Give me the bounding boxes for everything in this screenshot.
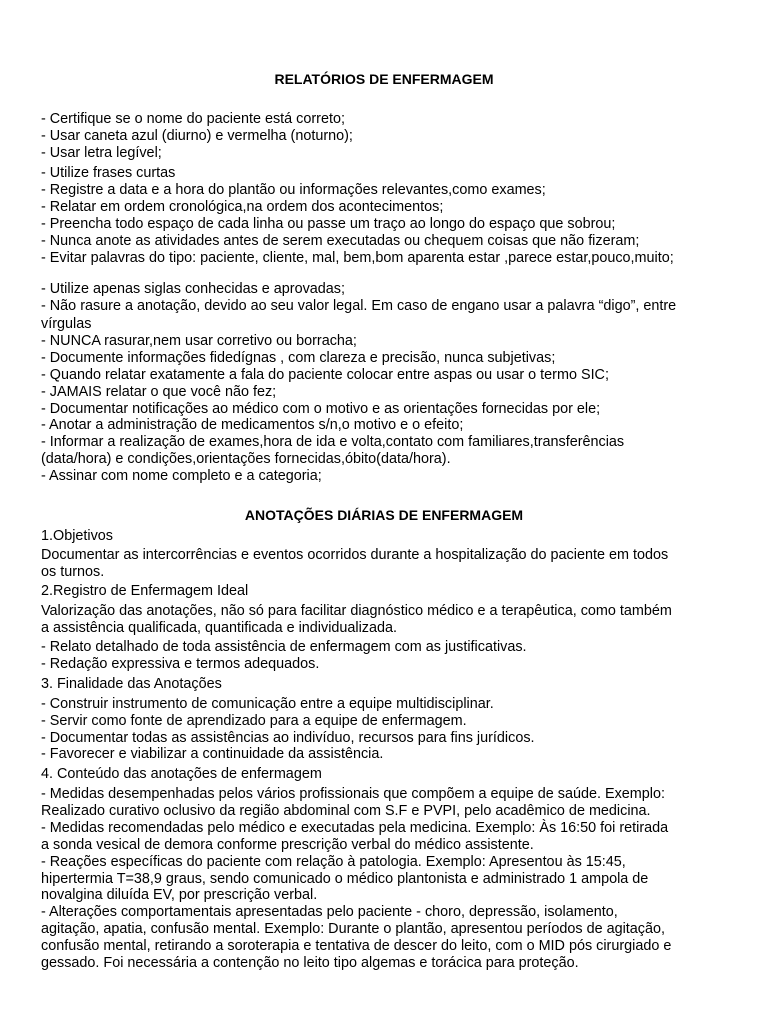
subheading-registro: 2.Registro de Enfermagem Ideal <box>41 583 249 599</box>
text-line: - Relatar em ordem cronológica,na ordem dos acontecimentos; <box>41 199 444 215</box>
subheading-finalidade: 3. Finalidade das Anotações <box>41 676 222 692</box>
text-line: Valorização das anotações, não só para facilitar diagnóstico médico e a terapêutica, como também <box>41 603 672 619</box>
text-line: - Nunca anote as atividades antes de serem executadas ou chequem coisas que não fizeram; <box>41 233 640 249</box>
text-line: - Usar caneta azul (diurno) e vermelha (noturno); <box>41 128 353 144</box>
text-line: - Medidas desempenhadas pelos vários profissionais que compõem a equipe de saúde. Exemplo: <box>41 786 665 802</box>
text-line: - Evitar palavras do tipo: paciente, cliente, mal, bem,bom aparenta estar ,parece estar,pouco,muito; <box>41 250 674 266</box>
text-line: novalgina diluída EV, por prescrição verbal. <box>41 887 318 903</box>
section-title-relatorios: RELATÓRIOS DE ENFERMAGEM <box>274 71 494 87</box>
text-line: confusão mental, retirando a soroterapia e tentativa de descer do leito, com o MID pós cirurgiado e <box>41 938 672 954</box>
text-line: os turnos. <box>41 564 105 580</box>
text-line: a sonda vesical de demora conforme prescrição verbal do médico assistente. <box>41 837 534 853</box>
text-line: Documentar as intercorrências e eventos ocorridos durante a hospitalização do paciente em todos <box>41 547 669 563</box>
text-line: - Utilize apenas siglas conhecidas e aprovadas; <box>41 281 345 297</box>
section-title-anotacoes: ANOTAÇÕES DIÁRIAS DE ENFERMAGEM <box>244 507 524 523</box>
text-line: - Anotar a administração de medicamentos s/n,o motivo e o efeito; <box>41 417 464 433</box>
text-line: - Redação expressiva e termos adequados. <box>41 656 320 672</box>
text-line: Realizado curativo oclusivo da região abdominal com S.F e PVPI, pelo acadêmico de medicina. <box>41 803 651 819</box>
subheading-conteudo: 4. Conteúdo das anotações de enfermagem <box>41 766 322 782</box>
subheading-objetivos: 1.Objetivos <box>41 528 113 544</box>
text-line: - Reações específicas do paciente com relação à patologia. Exemplo: Apresentou às 15:45, <box>41 854 626 870</box>
text-line: - Quando relatar exatamente a fala do paciente colocar entre aspas ou usar o termo SIC; <box>41 367 609 383</box>
text-line: - Relato detalhado de toda assistência de enfermagem com as justificativas. <box>41 639 527 655</box>
text-line: - Preencha todo espaço de cada linha ou passe um traço ao longo do espaço que sobrou; <box>41 216 616 232</box>
text-line: a assistência qualificada, quantificada e individualizada. <box>41 620 397 636</box>
text-line: - Alterações comportamentais apresentadas pelo paciente - choro, depressão, isolamento, <box>41 904 618 920</box>
text-line: - Assinar com nome completo e a categoria; <box>41 468 322 484</box>
text-line: (data/hora) e condições,orientações fornecidas,óbito(data/hora). <box>41 451 451 467</box>
text-line: agitação, apatia, confusão mental. Exemplo: Durante o plantão, apresentou períodos de agitação, <box>41 921 666 937</box>
text-line: - Medidas recomendadas pelo médico e executadas pela medicina. Exemplo: Às 16:50 foi retirada <box>41 820 669 836</box>
text-line: - Documentar notificações ao médico com o motivo e as orientações fornecidas por ele; <box>41 401 601 417</box>
text-line: - Não rasure a anotação, devido ao seu valor legal. Em caso de engano usar a palavra “digo”, entre <box>41 298 677 314</box>
text-line: - Registre a data e a hora do plantão ou informações relevantes,como exames; <box>41 182 546 198</box>
text-line: vírgulas <box>41 316 92 332</box>
text-line: hipertermia T=38,9 graus, sendo comunicado o médico plantonista e administrado 1 ampola de <box>41 871 649 887</box>
text-line: - Construir instrumento de comunicação entre a equipe multidisciplinar. <box>41 696 494 712</box>
text-line: - JAMAIS relatar o que você não fez; <box>41 384 277 400</box>
text-line: - Informar a realização de exames,hora de ida e volta,contato com familiares,transferências <box>41 434 625 450</box>
text-line: - Servir como fonte de aprendizado para a equipe de enfermagem. <box>41 713 467 729</box>
text-line: - Utilize frases curtas <box>41 165 176 181</box>
text-line: gessado. Foi necessária a contenção no leito tipo algemas e torácica para proteção. <box>41 955 579 971</box>
text-line: - Favorecer e viabilizar a continuidade da assistência. <box>41 746 384 762</box>
text-line: - Usar letra legível; <box>41 145 162 161</box>
text-line: - Documentar todas as assistências ao indivíduo, recursos para fins jurídicos. <box>41 730 535 746</box>
text-line: - Documente informações fidedígnas , com clareza e precisão, nunca subjetivas; <box>41 350 556 366</box>
text-line: - NUNCA rasurar,nem usar corretivo ou borracha; <box>41 333 357 349</box>
text-line: - Certifique se o nome do paciente está correto; <box>41 111 345 127</box>
